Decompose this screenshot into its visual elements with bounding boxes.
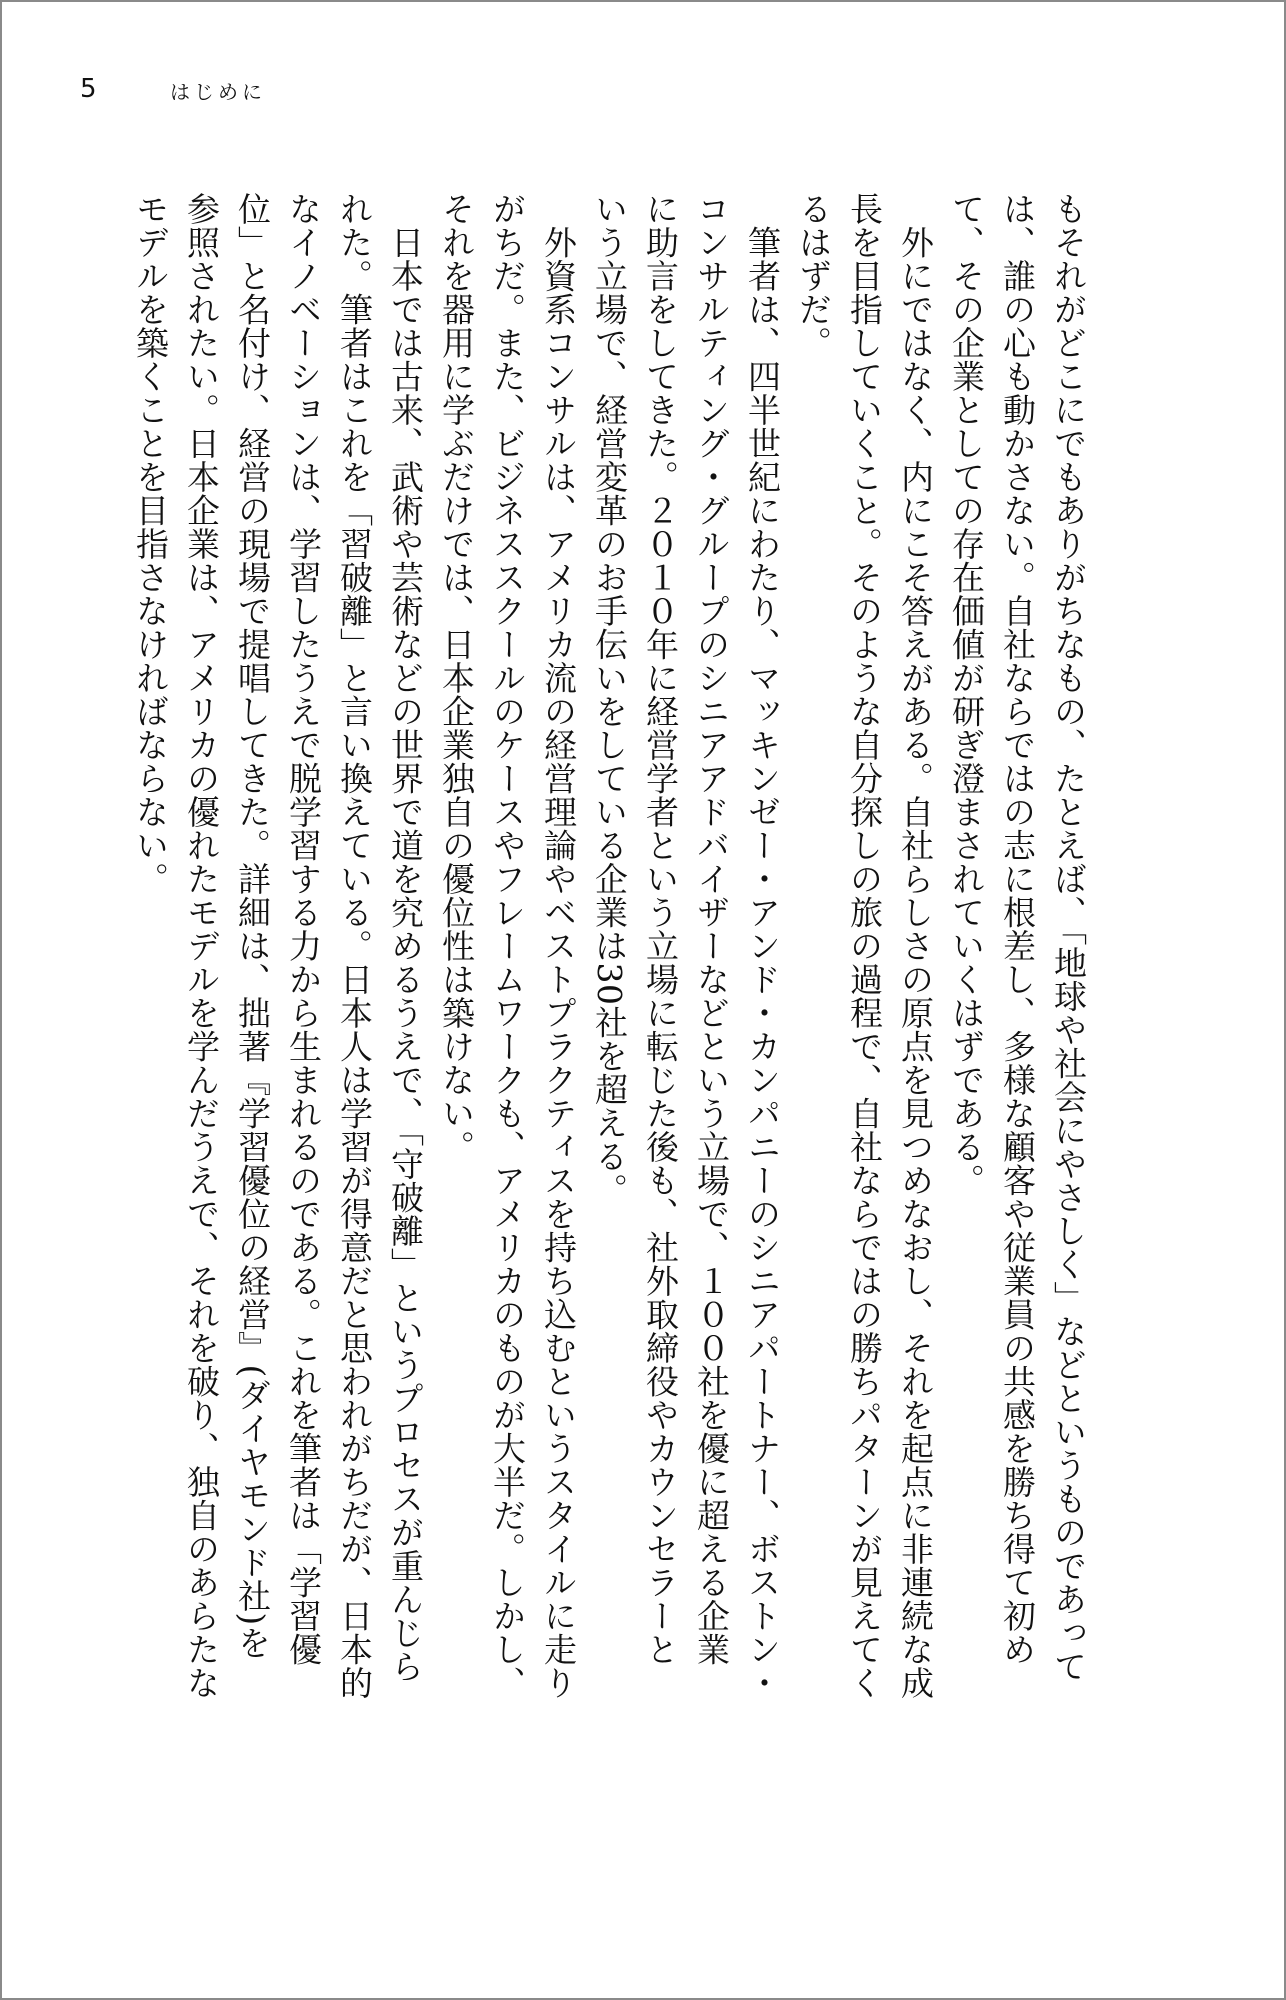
paragraph: 日本では古来、武術や芸術などの世界で道を究めるうえで、「守破離」というプロセスが重んじら れた。筆者はこれを「習破離」と言い換えている。日本人は学習が得意だと思われがちだが、日本的 なイノベーションは、学習したうえで脱学習する力から生まれるのである。これを筆者は「学習優 位」と名付け、経営の現場で提唱してきた。詳細は、拙著『学習優位の経営』(ダイヤモンド社)を 参照されたい。日本企業は、アメリカの優れたモデルを学んだうえで、それを破り、独自のあらたな モデルを築くことを目指さなければならない。 (131, 192, 425, 1700)
paragraph: もそれがどこにでもありがちなもの、たとえば、「地球や社会にやさしく」などというものであって は、誰の心も動かさない。自社ならではの志に根差し、多様な顧客や従業員の共感を勝ち得て初め て、その企業としての存在価値が研ぎ澄まされていくはずである。 (947, 192, 1088, 1683)
paragraph: 外にではなく、内にこそ答えがある。自社らしさの原点を見つめなおし、それを起点に非連続な成 長を目指していくこと。そのような自分探しの旅の過程で、自社ならではの勝ちパターンが見えてく るはずだ。 (794, 192, 935, 1700)
body-text (125, 192, 1094, 1712)
page-number: 5 (80, 74, 97, 104)
paragraph: 筆者は、四半世紀にわたり、マッキンゼー・アンド・カンパニーのシニアパートナー、ボストン・ コンサルティング・グループのシニアアドバイザーなどという立場で、１００社を優に超える企業 に助言をしてきた。２０１０年に経営学者という立場に転じた後も、社外取締役やカウンセラーと いう立場で、経営変革のお手伝いをしている企業は30社を超える。 (590, 192, 782, 1700)
running-head: はじめに (170, 80, 266, 104)
paragraph: 外資系コンサルは、アメリカ流の経営理論やベストプラクティスを持ち込むというスタイルに走り がちだ。また、ビジネススクールのケースやフレームワークも、アメリカのものが大半だ。しかし、 それを器用に学ぶだけでは、日本企業独自の優位性は築けない。 (437, 192, 578, 1700)
